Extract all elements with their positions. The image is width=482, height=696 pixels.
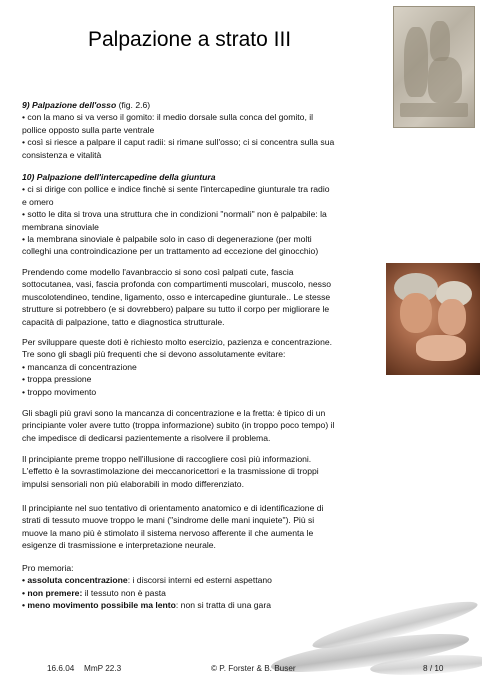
figure-reference: (fig. 2.6) (116, 100, 151, 110)
section-heading-line (22, 99, 334, 111)
text-line: strutture si potrebbero (e si dovrebbero) palpare su tutto il corpo per migliorare le (22, 304, 330, 315)
text-line: e omero (22, 196, 54, 207)
list-item: • troppo movimento (22, 386, 97, 397)
footer-code: MmP 22.3 (84, 664, 122, 673)
list-item: • troppa pressione (22, 374, 92, 385)
memo-item-text: : i discorsi interni ed esterni aspettano (127, 575, 272, 586)
text-line: L'effetto è la sovrastimolazione dei meccanoricettori e la trasmissione di troppi (22, 466, 319, 477)
paragraph-movement (22, 502, 323, 552)
text-line: strati di tessuto muove troppo le mani ("sindrome delle mani inquiete"). Più si (22, 515, 315, 526)
text-line: principiante voler avere tutto (troppa informazione) subito (in troppo poco tempo) il (22, 420, 335, 431)
text-line: • così si riesce a palpare il caput radii: si rimane sull'osso; ci si concentra sulla sua (22, 137, 335, 148)
text-line: colleghi una controindicazione per un trattamento ad eccezione del ginocchio) (22, 246, 319, 257)
footer-date: 16.6.04 (47, 664, 75, 673)
text-line: esigenze di trasmissione e interpretazione neurale. (22, 540, 216, 551)
paragraph-structures (22, 266, 331, 328)
relief-sculpture-image (393, 6, 475, 128)
list-item: • mancanza di concentrazione (22, 361, 137, 372)
text-line: capacità di palpazione, tatto e diagnostica strutturale. (22, 316, 225, 327)
text-line: pollice opposto sulla parte ventrale (22, 124, 155, 135)
memo-item-bold: • meno movimento possibile ma lento (22, 600, 176, 611)
text-line: muove la mano più è stimolato il sistema nervoso afferente il che aumenta le (22, 527, 314, 538)
text-line: • ci si dirige con pollice e indice finchè si sente l'intercapedine giunturale tra radio (22, 184, 330, 195)
text-line: Prendendo come modello l'avanbraccio si sono così palpati cute, fascia (22, 267, 294, 277)
text-line: membrana sinoviale (22, 221, 99, 232)
paragraph-pressure (22, 453, 319, 490)
text-line: • con la mano si va verso il gomito: il medio dorsale sulla conca del gomito, il (22, 112, 314, 123)
memo-item-bold: • non premere: (22, 587, 83, 598)
section-heading: 9) Palpazione dell'osso (22, 100, 117, 110)
text-line: Tre sono gli sbagli più frequenti che si devono assolutamente evitare: (22, 349, 286, 360)
text-line: consistenza e vitalità (22, 149, 102, 160)
memo-item-text: il tessuto non è pasta (82, 587, 166, 598)
text-line: Per sviluppare queste doti è richiesto molto esercizio, pazienza e concentrazione. (22, 337, 333, 347)
text-line: • la membrana sinoviale è palpabile solo in caso di degenerazione (per molti (22, 234, 312, 245)
section-bone-palpation (22, 99, 334, 161)
page-title: Palpazione a strato III (88, 28, 292, 51)
text-line: Il principiante preme troppo nell'illusione di raccogliere così più informazioni. (22, 454, 312, 464)
text-line: Il principiante nel suo tentativo di orientamento anatomico e di identificazione di (22, 503, 324, 513)
paragraph-concentration (22, 407, 334, 444)
text-line: impulsi sensoriali non più elaborabili in modo differenziato. (22, 478, 244, 489)
footer-copyright: © P. Forster & B. Buser (211, 664, 296, 673)
text-line: muscolotendineo, tendine, ligamento, osso e intercapedine giunturale.. Le stesse (22, 291, 331, 302)
text-line: che impedisce di dedicarsi pazientemente a risolvere il problema. (22, 432, 271, 443)
section-heading: 10) Palpazione dell'intercapedine della giuntura (22, 172, 216, 182)
memo-item (22, 599, 272, 611)
memo-item (22, 574, 272, 586)
text-line: Gli sbagli più gravi sono la mancanza di concentrazione e la fretta: è tipico di un (22, 408, 326, 418)
memo-item-text: : non si tratta di una gara (175, 600, 271, 611)
memo-list (22, 562, 272, 612)
memo-item (22, 587, 272, 599)
text-line: • sotto le dita si trova una struttura che in condizioni "normali" non è palpabile: la (22, 209, 327, 220)
photo-portrait-image (386, 263, 480, 375)
footer-page-number: 8 / 10 (423, 664, 444, 673)
paragraph-common-mistakes (22, 336, 332, 398)
section-joint-space-palpation (22, 171, 330, 258)
text-line: sottocutanea, vasi, fascia profonda con compartimenti muscolari, muscolo, nesso (22, 279, 332, 290)
memo-intro: Pro memoria: (22, 563, 74, 573)
memo-item-bold: • assoluta concentrazione (22, 575, 128, 586)
